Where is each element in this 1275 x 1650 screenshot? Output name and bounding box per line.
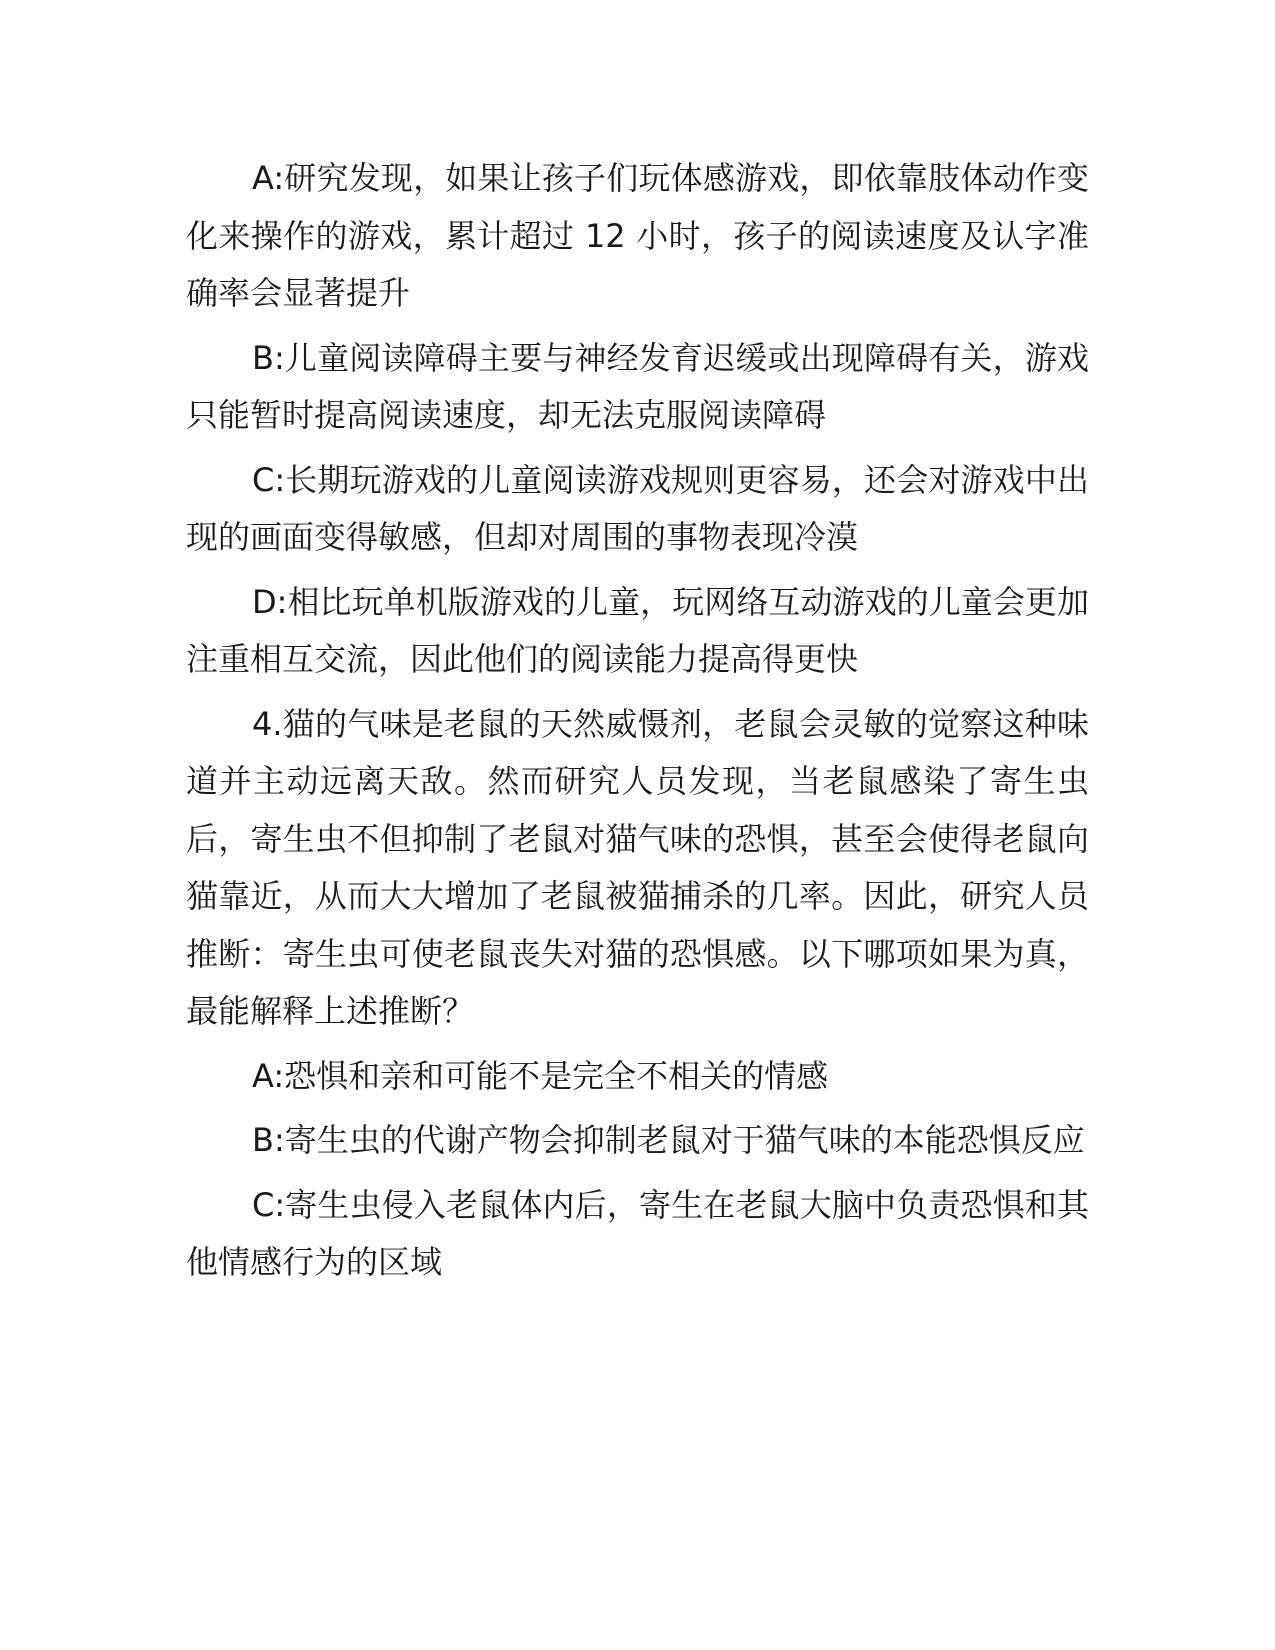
option-label: B: <box>252 1121 285 1159</box>
option-text: 长期玩游戏的儿童阅读游戏规则更容易，还会对游戏中出现的画面变得敏感，但却对周围的事物表现冷漠 <box>186 460 1089 556</box>
option-text: 儿童阅读障碍主要与神经发育迟缓或出现障碍有关，游戏只能暂时提高阅读速度，却无法克服阅读障碍 <box>186 338 1089 434</box>
question-text: 猫的气味是老鼠的天然威慑剂，老鼠会灵敏的觉察这种味道并主动远离天敌。然而研究人员发现，当老鼠感染了寄生虫后，寄生虫不但抑制了老鼠对猫气味的恐惧，甚至会使得老鼠向猫靠近，从而大大增加了老鼠被猫捕杀的几率。因此，研究人员推断：寄生虫可使老鼠丧失对猫的恐惧感。以下哪项如果为真，最能解释上述推断？ <box>186 704 1089 1030</box>
option-text: 寄生虫侵入老鼠体内后，寄生在老鼠大脑中负责恐惧和其他情感行为的区域 <box>186 1185 1089 1281</box>
question-number: 4. <box>252 704 283 743</box>
option-label: A: <box>252 1056 285 1095</box>
q4-option-c-paragraph <box>186 1177 1089 1292</box>
option-text: 相比玩单机版游戏的儿童，玩网络互动游戏的儿童会更加注重相互交流，因此他们的阅读能力提高得更快 <box>186 582 1089 678</box>
option-label: D: <box>252 582 288 621</box>
option-text: 寄生虫的代谢产物会抑制老鼠对于猫气味的本能恐惧反应 <box>284 1121 1085 1159</box>
option-label: B: <box>252 338 285 377</box>
q4-option-a-paragraph <box>186 1048 1089 1106</box>
option-text: 恐惧和亲和可能不是完全不相关的情感 <box>284 1056 829 1095</box>
document-body <box>186 150 1089 1299</box>
option-a-paragraph <box>186 150 1089 323</box>
option-b-paragraph <box>186 330 1089 445</box>
q4-option-b-paragraph <box>186 1112 1089 1170</box>
option-label: A: <box>252 159 285 197</box>
option-label: C: <box>252 1185 286 1224</box>
option-label: C: <box>252 460 286 499</box>
option-d-paragraph <box>186 574 1089 689</box>
option-text: 研究发现，如果让孩子们玩体感游戏，即依靠肢体动作变化来操作的游戏，累计超过 12 小时，孩子的阅读速度及认字准确率会显著提升 <box>186 159 1089 312</box>
option-c-paragraph <box>186 452 1089 567</box>
question-4-paragraph <box>186 696 1089 1041</box>
